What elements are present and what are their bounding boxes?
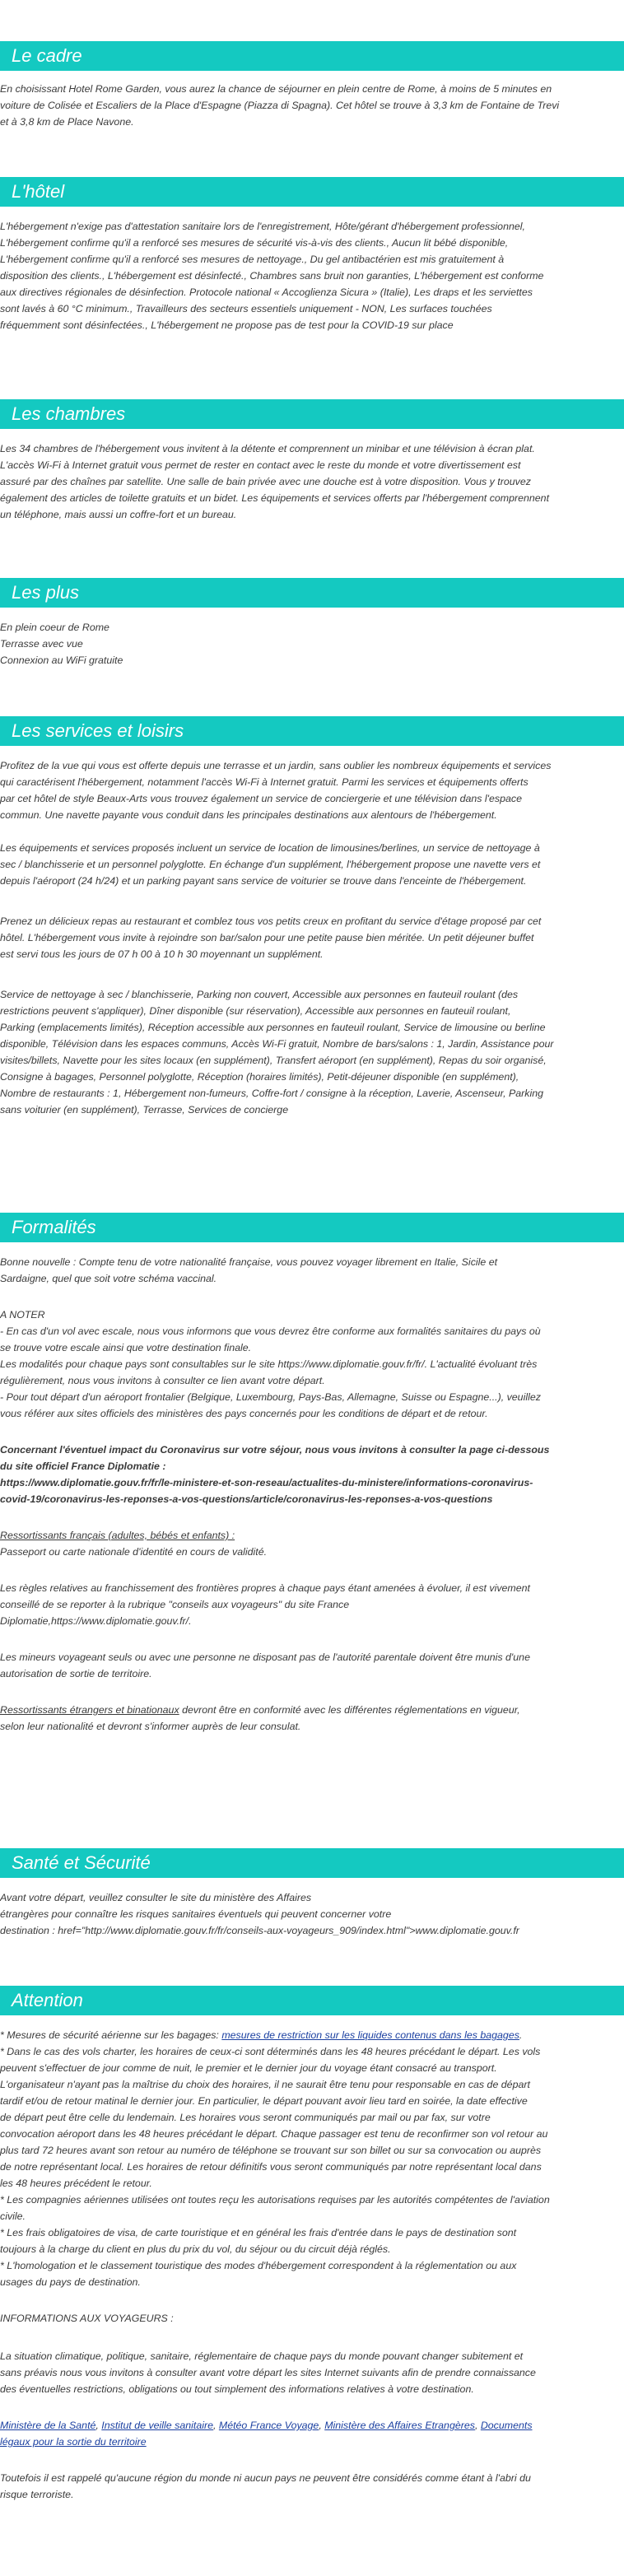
- paragraph-line: Avant votre départ, veuillez consulter le site du ministère des Affaires: [0, 1892, 312, 1903]
- paragraph-line: [0, 1702, 624, 1718]
- paragraph-line: qui caractérisent l'hébergement, notamment l'accès Wi-Fi à Internet gratuit. Parmi les services et équipements offerts: [0, 776, 529, 788]
- paragraph-line: est servi tous les jours de 07 h 00 à 10 h 30 moyennant un supplément.: [0, 948, 324, 960]
- paragraph-line: * L'homologation et le classement touristique des modes d'hébergement correspondent à la réglementation ou aux: [0, 2260, 517, 2271]
- text-span: devront être en conformité avec les différentes réglementations en vigueur,: [179, 1704, 520, 1716]
- paragraph-line: Diplomatie,https://www.diplomatie.gouv.fr/.: [0, 1615, 192, 1627]
- paragraph-line: autorisation de sortie de territoire.: [0, 1668, 152, 1679]
- bold-notice-line: covid-19/coronavirus-les-reponses-a-vos-questions/article/coronavirus-les-reponses-a-vos-questions: [0, 1493, 493, 1505]
- section-title: L'hôtel: [0, 177, 624, 207]
- paragraph-line: fréquemment sont désinfectées., L'hébergement ne propose pas de test pour la COVID-19 sur place: [0, 319, 454, 331]
- paragraph-line: et à 3,8 km de Place Navone.: [0, 116, 134, 128]
- paragraph-line: sans préavis nous vous invitons à consulter avant votre départ les sites Internet suivants afin de prendre connaissance: [0, 2367, 536, 2378]
- paragraph-line: L'hébergement n'exige pas d'attestation sanitaire lors de l'enregistrement, Hôte/gérant d'hébergement professionnel,: [0, 221, 525, 232]
- paragraph-line: Les équipements et services proposés incluent un service de location de limousines/berlines, un service de nettoyage à: [0, 842, 540, 854]
- paragraph-line: commun. Une navette payante vous conduit dans les principales destinations aux alentours de l'hébergement.: [0, 809, 497, 821]
- links-line: [0, 2434, 624, 2450]
- paragraph-line: sec / blanchisserie et un personnel polyglotte. En échange d'un supplément, l'hébergement propose une navette vers et: [0, 859, 541, 870]
- paragraph-line: conseillé de se reporter à la rubrique "conseils aux voyageurs" du site France: [0, 1599, 350, 1610]
- paragraph-line: destination : href="http://www.diplomatie.gouv.fr/fr/conseils-aux-voyageurs_909/index.html">www.diplomatie.gouv.fr: [0, 1925, 519, 1936]
- paragraph-line: - Pour tout départ d'un aéroport frontalier (Belgique, Luxembourg, Pays-Bas, Allemagne, Suisse ou Espagne...), veuillez: [0, 1391, 541, 1403]
- list-item: En plein coeur de Rome: [0, 622, 109, 633]
- section-attention: [0, 1986, 624, 2503]
- paragraph-line: - En cas d'un vol avec escale, nous vous informons que vous devrez être conforme aux formalités sanitaires du pays où: [0, 1325, 541, 1337]
- paragraph-line: Les règles relatives au franchissement des frontières propres à chaque pays étant amenées à évoluer, il est vivement: [0, 1582, 530, 1594]
- paragraph-line: de notre représentant local. Les horaires de retour définitifs vous seront communiqués par notre représentant local dans: [0, 2161, 542, 2173]
- paragraph-line: visites/billets, Navette pour les sites locaux (en supplément), Transfert aéroport (en supplément), Repas du soir organisé,: [0, 1055, 547, 1066]
- paragraph-line: sont lavés à 60 °C minimum., Travailleurs des secteurs essentiels uniquement - NON, Les surfaces touchées: [0, 303, 492, 314]
- paragraph-line: étrangères pour connaître les risques sanitaires éventuels qui peuvent concerner votre: [0, 1908, 392, 1920]
- section-title: Le cadre: [0, 41, 624, 71]
- paragraph-line: les 48 heures précédent le retour.: [0, 2178, 152, 2189]
- paragraph-line: * Les compagnies aériennes utilisées ont toutes reçu les autorisations requises par les autorités compétentes de l'aviation: [0, 2194, 550, 2206]
- paragraph-line: régulièrement, nous vous invitons à consulter ce lien avant votre départ.: [0, 1375, 325, 1386]
- link-ministere-sante[interactable]: Ministère de la Santé: [0, 2420, 96, 2431]
- paragraph-line: Les mineurs voyageant seuls ou avec une personne ne disposant pas de l'autorité parentale doivent être munis d'une: [0, 1651, 530, 1663]
- subheading: A NOTER: [0, 1309, 45, 1321]
- paragraph-line: sans voiturier (en supplément), Terrasse, Services de concierge: [0, 1104, 289, 1116]
- bold-notice-line: Concernant l'éventuel impact du Coronavirus sur votre séjour, nous vous invitons à consulter la page ci-dessous: [0, 1444, 550, 1456]
- paragraph-line: [0, 2027, 624, 2043]
- link-documents-legaux[interactable]: Documents: [480, 2420, 533, 2431]
- paragraph-line: Parking (emplacements limités), Réception accessible aux personnes en fauteuil roulant, Service de limousine ou berline: [0, 1022, 546, 1033]
- section-cadre: [0, 41, 624, 130]
- paragraph-line: civile.: [0, 2210, 26, 2222]
- paragraph-line: Passeport ou carte nationale d'identité en cours de validité.: [0, 1546, 268, 1558]
- section-title: Attention: [0, 1986, 624, 2015]
- paragraph-line: voiture de Colisée et Escaliers de la Place d'Espagne (Piazza di Spagna). Cet hôtel se trouve à 3,3 km de Fontaine de Trevi: [0, 100, 560, 111]
- section-plus: [0, 578, 624, 668]
- paragraph-line: hôtel. L'hébergement vous invite à rejoindre son bar/salon pour une petite pause bien méritée. Un petit déjeuner buffet: [0, 932, 534, 943]
- paragraph-line: également des articles de toilette gratuits et un bidet. Les équipements et services offerts par l'hébergement comprennent: [0, 492, 550, 504]
- paragraph-line: de départ peut être celle du lendemain. Les horaires vous seront communiqués par mail ou par fax, sur votre: [0, 2112, 491, 2123]
- paragraph-line: un téléphone, mais aussi un coffre-fort et un bureau.: [0, 509, 237, 520]
- link-meteo-france[interactable]: Météo France Voyage: [218, 2420, 319, 2431]
- list-item: Connexion au WiFi gratuite: [0, 654, 123, 666]
- paragraph-line: Prenez un délicieux repas au restaurant et comblez tous vos petits creux en profitant du service d'étage proposé par cet: [0, 915, 542, 927]
- paragraph-line: Consigne à bagages, Personnel polyglotte, Réception (horaires limités), Petit-déjeuner disponible (en supplément),: [0, 1071, 519, 1083]
- paragraph-line: Nombre de restaurants : 1, Hébergement non-fumeurs, Coffre-fort / consigne à la réception, Laverie, Ascenseur, Parking: [0, 1088, 544, 1099]
- paragraph-line: L'hébergement confirme qu'il a renforcé ses mesures de sécurité vis-à-vis des clients., Aucun lit bébé disponible,: [0, 237, 509, 249]
- paragraph-line: * Dans le cas des vols charter, les horaires de ceux-ci sont déterminés dans les 48 heures précédant le départ. Les vols: [0, 2046, 541, 2057]
- paragraph-line: assuré par des chaînes par satellite. Une salle de bain privée avec une douche est à votre disposition. Vous y trouvez: [0, 476, 531, 487]
- section-services: [0, 716, 624, 1118]
- paragraph-line: Les modalités pour chaque pays sont consultables sur le site https://www.diplomatie.gouv.fr/fr/. L'actualité évoluant très: [0, 1358, 538, 1370]
- paragraph-line: Les 34 chambres de l'hébergement vous invitent à la détente et comprennent un minibar et une télévision à écran plat.: [0, 443, 535, 454]
- section-title: Les services et loisirs: [0, 716, 624, 746]
- paragraph-line: convocation aéroport dans les 48 heures précédant le départ. Chaque passager est tenu de reconfirmer son vol retour au: [0, 2128, 548, 2140]
- section-sante: [0, 1848, 624, 1939]
- section-hotel: [0, 177, 624, 333]
- section-title: Formalités: [0, 1213, 624, 1242]
- paragraph-line: L'accès Wi-Fi à Internet gratuit vous permet de rester en contact avec le reste du monde et votre divertissement est: [0, 459, 521, 471]
- paragraph-line: selon leur nationalité et devront s'informer auprès de leur consulat.: [0, 1721, 301, 1732]
- link-veille-sanitaire[interactable]: Institut de veille sanitaire: [101, 2420, 213, 2431]
- paragraph-line: Bonne nouvelle : Compte tenu de votre nationalité française, vous pouvez voyager librement en Italie, Sicile et: [0, 1256, 498, 1268]
- list-item: Terrasse avec vue: [0, 638, 83, 650]
- paragraph-line: L'organisateur n'ayant pas la maîtrise du choix des horaires, il ne saurait être tenu pour responsable en cas de départ: [0, 2079, 530, 2090]
- paragraph-line: disponible, Télévision dans les espaces communs, Accès Wi-Fi gratuit, Nombre de bars/salons : 1, Jardin, Assistance pour: [0, 1038, 554, 1050]
- paragraph-line: * Les frais obligatoires de visa, de carte touristique et en général les frais d'entrée dans le pays de destination sont: [0, 2227, 517, 2238]
- paragraph-line: Service de nettoyage à sec / blanchisserie, Parking non couvert, Accessible aux personnes en fauteuil roulant (des: [0, 989, 519, 1000]
- paragraph-line: restrictions peuvent s'appliquer), Dîner disponible (sur réservation), Accessible aux personnes en fauteuil roulant,: [0, 1005, 511, 1017]
- link-affaires-etrangeres[interactable]: Ministère des Affaires Etrangères: [324, 2420, 475, 2431]
- paragraph-line: se trouve votre escale ainsi que votre destination finale.: [0, 1342, 252, 1353]
- text-span: * Mesures de sécurité aérienne sur les bagages:: [0, 2029, 222, 2041]
- paragraph-line: des éventuelles restrictions, obligations ou tout simplement des informations relatives à votre destination.: [0, 2383, 474, 2395]
- text-span: .: [519, 2029, 523, 2041]
- paragraph-line: depuis l'aéroport (24 h/24) et un parking payant sans service de voiturier se trouve dans l'enceinte de l'hébergement.: [0, 875, 527, 887]
- section-formalites: [0, 1213, 624, 1735]
- paragraph-line: En choisissant Hotel Rome Garden, vous aurez la chance de séjourner en plein centre de Rome, à moins de 5 minutes en: [0, 83, 552, 95]
- paragraph-line: Sardaigne, quel que soit votre schéma vaccinal.: [0, 1273, 217, 1284]
- paragraph-line: Toutefois il est rappelé qu'aucune région du monde ni aucun pays ne peuvent être considérés comme étant à l'abri du: [0, 2472, 531, 2484]
- bold-notice-line: https://www.diplomatie.gouv.fr/fr/le-ministere-et-son-reseau/actualites-du-ministere/informations-coronavirus-: [0, 1477, 533, 1488]
- paragraph-line: disposition des clients., L'hébergement est désinfecté., Chambres sans bruit non garanties, L'hébergement est conforme: [0, 270, 544, 282]
- links-line: Ministère de la Santé, Institut de veille sanitaire, Météo France Voyage, Ministère des Affaires Etrangères, Documents: [0, 2420, 533, 2431]
- section-title: Les plus: [0, 578, 624, 608]
- link-documents-legaux-cont[interactable]: légaux pour la sortie du territoire: [0, 2436, 147, 2448]
- paragraph-line: peuvent s'effectuer de jour comme de nuit, le premier et le dernier jour du voyage étant consacré au transport.: [0, 2062, 497, 2074]
- subheading: Ressortissants français (adultes, bébés et enfants) :: [0, 1530, 235, 1541]
- liquids-restriction-link[interactable]: mesures de restriction sur les liquides contenus dans les bagages: [221, 2029, 519, 2041]
- paragraph-line: toujours à la charge du client en plus du prix du vol, du séjour ou du circuit déjà réglés.: [0, 2243, 391, 2255]
- paragraph-line: tardif et/ou de retour matinal le dernier jour. En particulier, le départ pouvant avoir lieu tard en soirée, la date effective: [0, 2095, 528, 2107]
- paragraph-line: usages du pays de destination.: [0, 2276, 141, 2288]
- underlined-text: Ressortissants étrangers et binationaux: [0, 1704, 179, 1716]
- paragraph-line: La situation climatique, politique, sanitaire, réglementaire de chaque pays du monde pouvant changer subitement et: [0, 2350, 524, 2362]
- section-chambres: [0, 399, 624, 523]
- section-title: Santé et Sécurité: [0, 1848, 624, 1878]
- paragraph-line: vous référer aux sites officiels des ministères des pays concernés pour les conditions de départ et de retour.: [0, 1408, 488, 1419]
- bold-notice-line: du site officiel France Diplomatie :: [0, 1460, 166, 1472]
- section-title: Les chambres: [0, 399, 624, 429]
- paragraph-line: Profitez de la vue qui vous est offerte depuis une terrasse et un jardin, sans oublier les nombreux équipements et services: [0, 760, 552, 771]
- paragraph-line: aux directives régionales de désinfection. Protocole national « Accoglienza Sicura » (Italie), Les draps et les serviettes: [0, 286, 533, 298]
- paragraph-line: par cet hôtel de style Beaux-Arts vous trouvez également un service de conciergerie et une télévision dans l'espace: [0, 793, 522, 804]
- paragraph-line: L'hébergement confirme qu'il a renforcé ses mesures de nettoyage., Du gel antibactérien est mis gratuitement à: [0, 254, 505, 265]
- paragraph-line: risque terroriste.: [0, 2489, 74, 2500]
- paragraph-line: plus tard 72 heures avant son retour au numéro de téléphone se trouvant sur son billet ou sur sa convocation ou auprès: [0, 2145, 542, 2156]
- subheading: INFORMATIONS AUX VOYAGEURS :: [0, 2313, 174, 2324]
